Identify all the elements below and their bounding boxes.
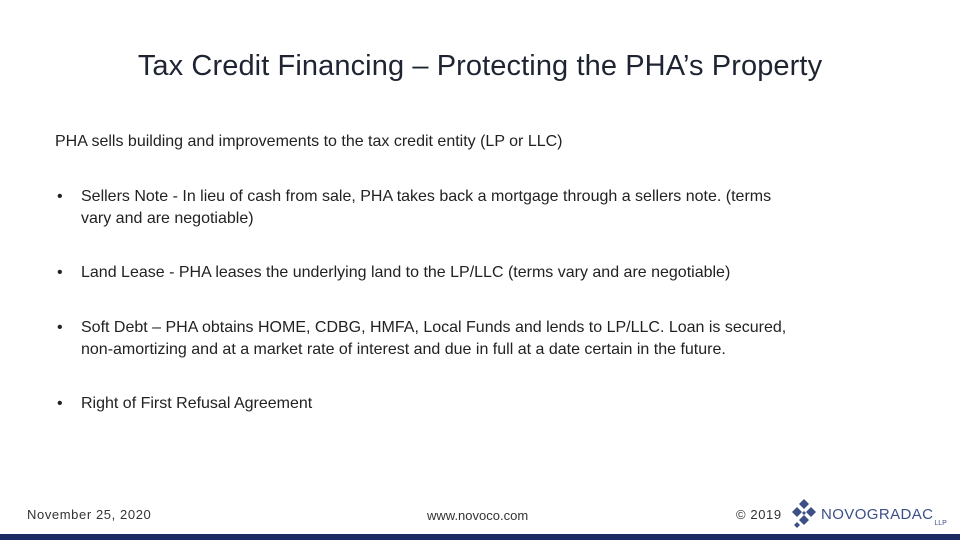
bullet-marker: • bbox=[57, 188, 63, 205]
logo-llp-suffix: LLP bbox=[934, 520, 947, 527]
bullet-item-land-lease bbox=[55, 262, 915, 284]
bullet-marker: • bbox=[57, 319, 63, 336]
bullet-text-line: Right of First Refusal Agreement bbox=[81, 395, 313, 412]
logo-wordmark: NOVOGRADAC bbox=[821, 505, 934, 523]
lead-text: PHA sells building and improvements to the tax credit entity (LP or LLC) bbox=[55, 133, 563, 150]
bottom-accent-bar bbox=[0, 534, 960, 540]
footer-copyright: © 2019 bbox=[736, 507, 782, 522]
footer-date: November 25, 2020 bbox=[27, 507, 152, 522]
bullet-list bbox=[55, 186, 915, 447]
novogradac-diamond-logo-icon bbox=[791, 498, 817, 530]
bullet-text-line: Soft Debt – PHA obtains HOME, CDBG, HMFA, Local Funds and lends to LP/LLC. Loan is secured, bbox=[81, 319, 787, 336]
novogradac-logo bbox=[791, 498, 947, 530]
slide-title: Tax Credit Financing – Protecting the PHA’s Property bbox=[137, 50, 823, 82]
bullet-text-line: Land Lease - PHA leases the underlying land to the LP/LLC (terms vary and are negotiable) bbox=[81, 264, 731, 281]
bullet-text-line: non-amortizing and at a market rate of interest and due in full at a date certain in the future. bbox=[81, 341, 726, 358]
bullet-item-soft-debt bbox=[55, 317, 915, 361]
bullet-text-line: vary and are negotiable) bbox=[81, 210, 254, 227]
bullet-item-sellers-note bbox=[55, 186, 915, 230]
bullet-marker: • bbox=[57, 264, 63, 281]
bullet-item-right-of-first-refusal bbox=[55, 393, 915, 415]
footer-url: www.novoco.com bbox=[427, 508, 529, 523]
bullet-marker: • bbox=[57, 395, 63, 412]
bullet-text-line: Sellers Note - In lieu of cash from sale, PHA takes back a mortgage through a sellers note. (terms bbox=[81, 188, 772, 205]
